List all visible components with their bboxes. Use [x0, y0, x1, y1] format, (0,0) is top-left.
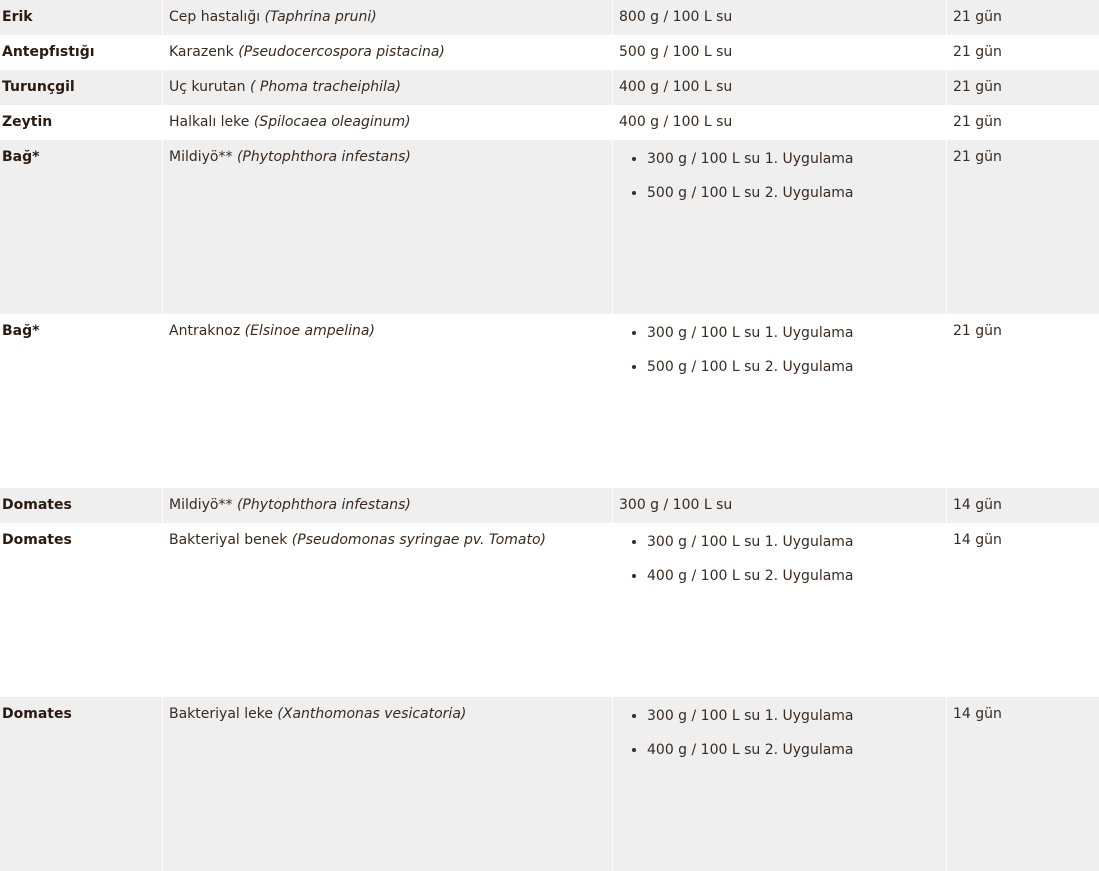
- table-row: [0, 70, 1099, 105]
- disease-name: Bakteriyal benek: [169, 532, 292, 548]
- disease-cell: [162, 523, 612, 697]
- crop-cell: Domates: [0, 697, 162, 871]
- disease-cell: [162, 70, 612, 105]
- days-cell: 14 gün: [946, 523, 1099, 697]
- days-cell: 14 gün: [946, 488, 1099, 523]
- table-row: [0, 140, 1099, 314]
- pathogen-name: (Xanthomonas vesicatoria): [277, 706, 467, 722]
- disease-name: Halkalı leke: [169, 114, 254, 130]
- dose-list: [619, 532, 940, 586]
- crop-cell: Domates: [0, 523, 162, 697]
- days-cell: 21 gün: [946, 140, 1099, 314]
- crop-cell: Domates: [0, 488, 162, 523]
- disease-name: Antraknoz: [169, 323, 245, 339]
- disease-name: Cep hastalığı: [169, 9, 265, 25]
- disease-cell: [162, 140, 612, 314]
- disease-cell: [162, 488, 612, 523]
- dose-list: [619, 149, 940, 203]
- disease-name: Mildiyö**: [169, 497, 237, 513]
- dose-item: • 300 g / 100 L su 1. Uygulama: [647, 532, 940, 552]
- dose-list: [619, 323, 940, 377]
- dose-cell: 400 g / 100 L su: [612, 105, 946, 140]
- crop-cell: Zeytin: [0, 105, 162, 140]
- table-row: [0, 488, 1099, 523]
- table-row: [0, 105, 1099, 140]
- disease-name: Bakteriyal leke: [169, 706, 278, 722]
- pathogen-name: (Taphrina pruni): [264, 9, 377, 25]
- disease-cell: [162, 35, 612, 70]
- disease-cell: [162, 105, 612, 140]
- dose-cell: 300 g / 100 L su: [612, 488, 946, 523]
- dose-cell: [612, 140, 946, 314]
- crop-cell: Bağ*: [0, 140, 162, 314]
- dose-item: • 500 g / 100 L su 2. Uygulama: [647, 357, 940, 377]
- crop-cell: Erik: [0, 0, 162, 35]
- dose-item: • 300 g / 100 L su 1. Uygulama: [647, 323, 940, 343]
- days-cell: 21 gün: [946, 105, 1099, 140]
- dose-item: • 400 g / 100 L su 2. Uygulama: [647, 566, 940, 586]
- dose-cell: 400 g / 100 L su: [612, 70, 946, 105]
- dose-list: [619, 706, 940, 760]
- crop-cell: Turunçgil: [0, 70, 162, 105]
- days-cell: 21 gün: [946, 70, 1099, 105]
- dose-item: • 300 g / 100 L su 1. Uygulama: [647, 706, 940, 726]
- table-row: [0, 523, 1099, 697]
- table-row: [0, 314, 1099, 488]
- disease-name: Uç kurutan: [169, 79, 250, 95]
- dose-item: • 300 g / 100 L su 1. Uygulama: [647, 149, 940, 169]
- dose-cell: 500 g / 100 L su: [612, 35, 946, 70]
- disease-name: Karazenk: [169, 44, 239, 60]
- crop-cell: Antepfıstığı: [0, 35, 162, 70]
- disease-cell: [162, 0, 612, 35]
- crop-cell: Bağ*: [0, 314, 162, 488]
- disease-name: Mildiyö**: [169, 149, 237, 165]
- disease-cell: [162, 697, 612, 871]
- dose-cell: [612, 314, 946, 488]
- days-cell: 21 gün: [946, 314, 1099, 488]
- days-cell: 21 gün: [946, 35, 1099, 70]
- disease-cell: [162, 314, 612, 488]
- table-row: [0, 0, 1099, 35]
- pathogen-name: (Phytophthora infestans): [236, 149, 411, 165]
- table-row: [0, 35, 1099, 70]
- dose-cell: 800 g / 100 L su: [612, 0, 946, 35]
- pathogen-name: (Elsinoe ampelina): [244, 323, 375, 339]
- dose-item: • 400 g / 100 L su 2. Uygulama: [647, 740, 940, 760]
- dose-cell: [612, 697, 946, 871]
- pathogen-name: (Phytophthora infestans): [236, 497, 411, 513]
- table-row: [0, 697, 1099, 871]
- pathogen-name: (Pseudomonas syringae pv. Tomato): [291, 532, 547, 548]
- pathogen-name: (Pseudocercospora pistacina): [238, 44, 445, 60]
- days-cell: 21 gün: [946, 0, 1099, 35]
- dose-cell: [612, 523, 946, 697]
- pathogen-name: (Spilocaea oleaginum): [253, 114, 411, 130]
- pathogen-name: ( Phoma tracheiphila): [249, 79, 401, 95]
- dose-item: • 500 g / 100 L su 2. Uygulama: [647, 183, 940, 203]
- days-cell: 14 gün: [946, 697, 1099, 871]
